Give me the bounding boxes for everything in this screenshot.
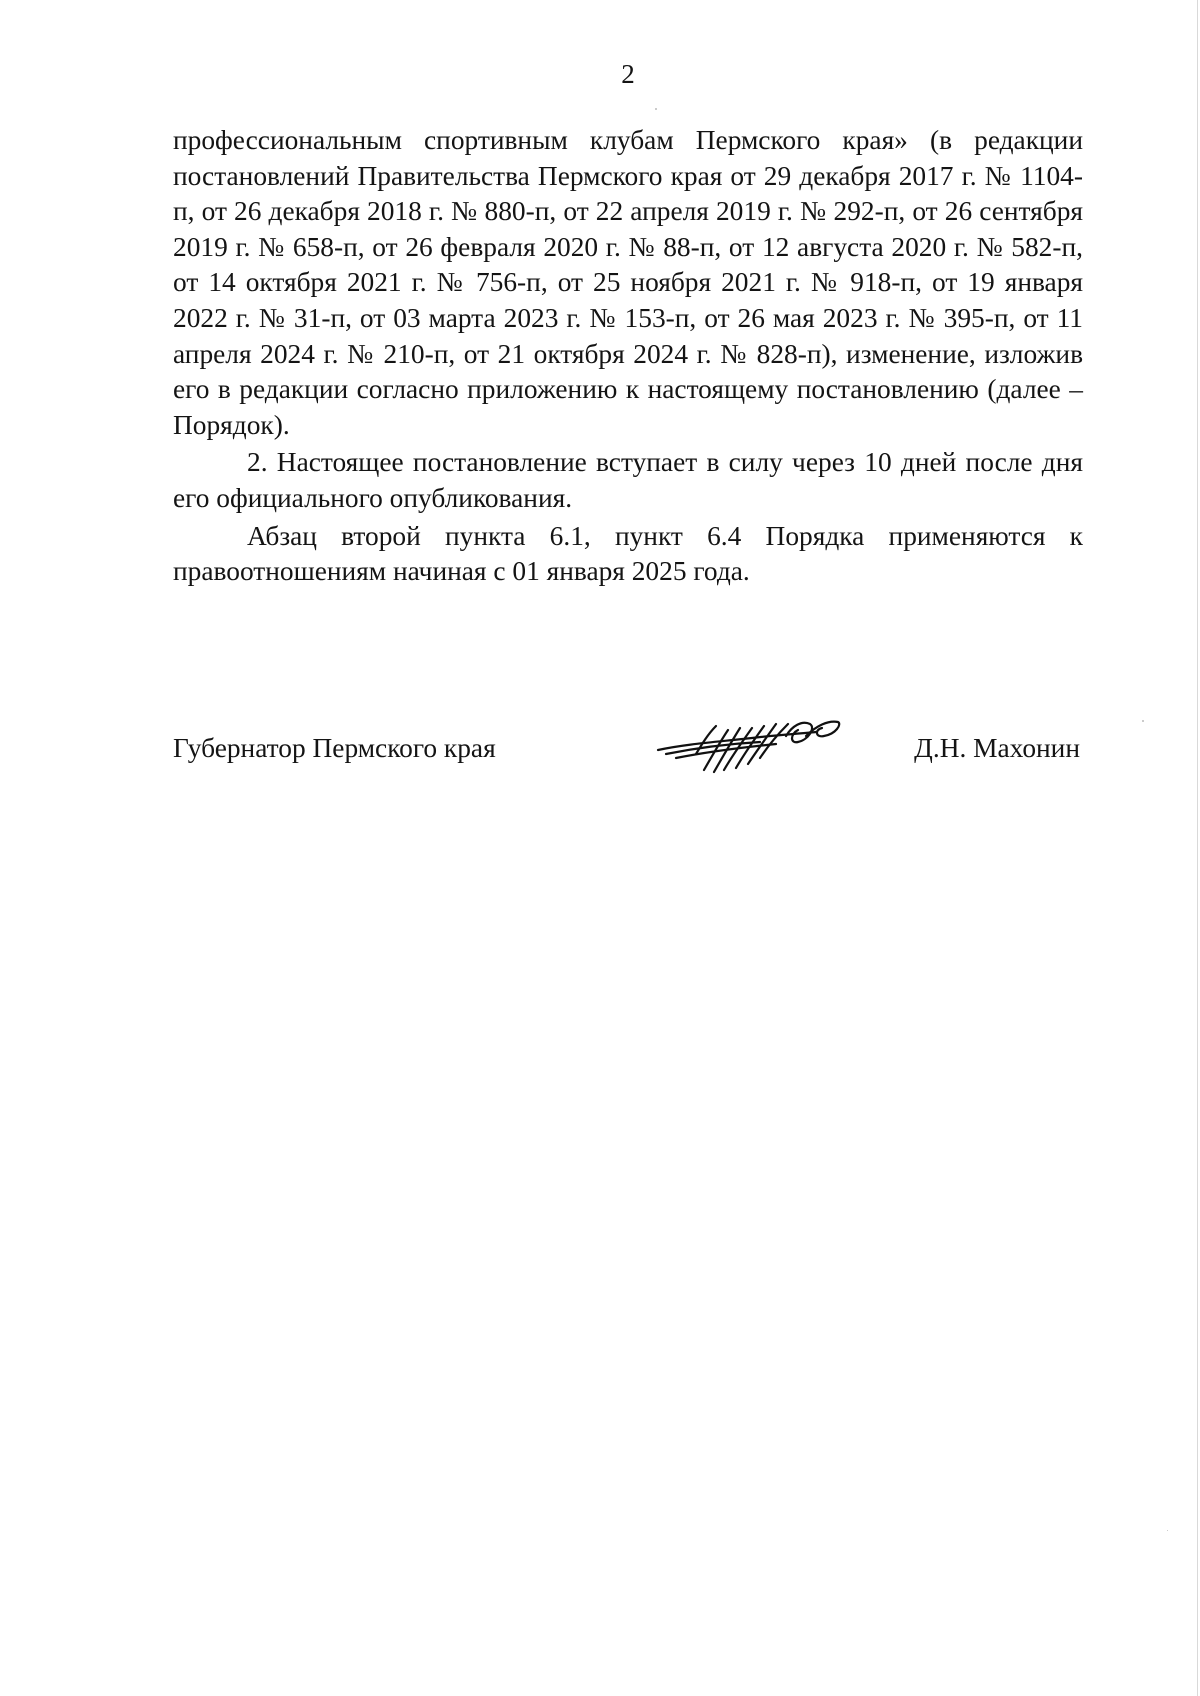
paragraph-amendment-list: профессиональным спортивным клубам Пермского края» (в редакции постановлений Правительства Пермского края от 29 декабря 2017 г. № 1104-п, от 26 декабря 2018 г. № 880-п, от 22 апреля 2019 г. № 292-п, от 26 сентября 2019 г. № 658-п, от 26 февраля 2020 г. № 88-п, от 12 августа 2020 г. № 582-п, от 14 октября 2021 г. № 756-п, от 25 ноября 2021 г. № 918-п, от 19 января 2022 г. № 31-п, от 03 марта 2023 г. № 153-п, от 26 мая 2023 г. № 395-п, от 11 апреля 2024 г. № 210-п, от 21 октября 2024 г. № 828-п), изменение, изложив его в редакции согласно приложению к настоящему постановлению (далее – Порядок). (173, 125, 1083, 440)
paragraph-application-date: Абзац второй пункта 6.1, пункт 6.4 Порядка применяются к правоотношениям начиная с 01 января 2025 года. (173, 520, 1083, 587)
signatory-name: Д.Н. Махонин (914, 733, 1080, 763)
page-number: 2 (621, 59, 635, 89)
signatory-position: Губернатор Пермского края (173, 733, 496, 763)
document-body (173, 123, 1083, 590)
scan-speck (1167, 1530, 1168, 1531)
paragraph-entry-into-force: 2. Настоящее постановление вступает в силу через 10 дней после дня его официального опубликования. (173, 447, 1083, 513)
scan-edge (1197, 0, 1198, 1696)
handwritten-signature (656, 714, 842, 774)
scan-speck (655, 108, 657, 110)
signature-block (173, 731, 1080, 771)
scan-speck (1142, 720, 1144, 722)
